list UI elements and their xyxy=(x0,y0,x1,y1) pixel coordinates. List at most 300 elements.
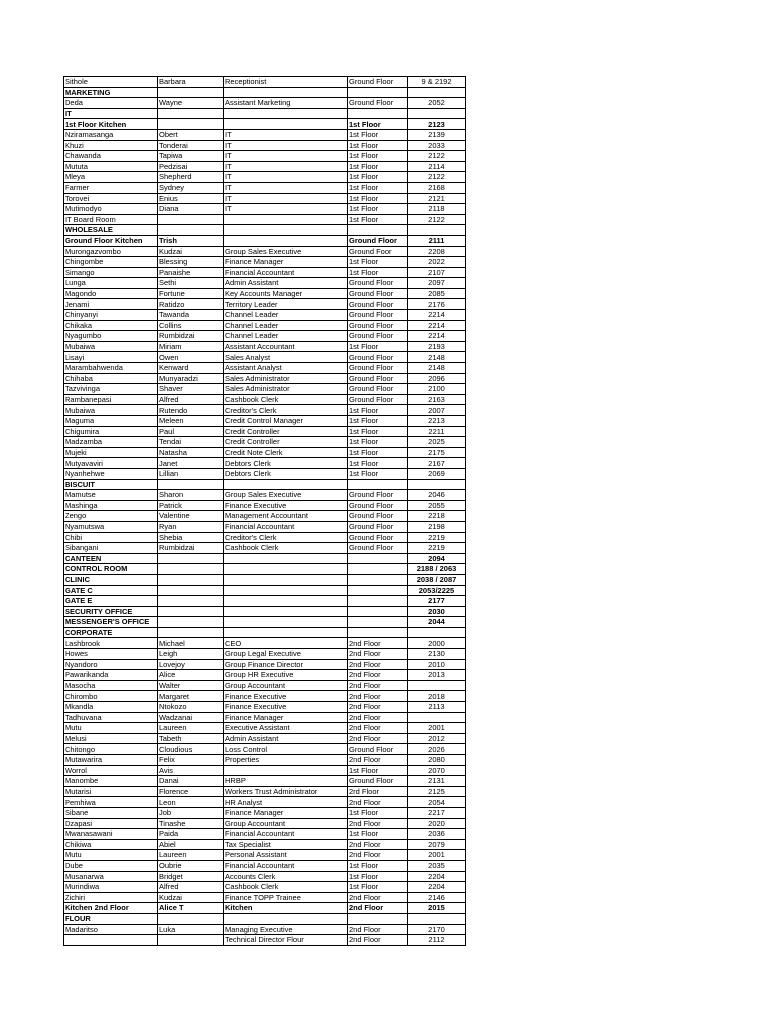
extension-cell: 9 & 2192 xyxy=(408,77,466,88)
floor-cell: 1st Floor xyxy=(348,860,408,871)
table-row xyxy=(64,691,466,702)
first-name-cell xyxy=(158,935,224,946)
first-name-cell: Felix xyxy=(158,755,224,766)
table-row xyxy=(64,839,466,850)
surname-cell: Simango xyxy=(64,267,158,278)
first-name-cell xyxy=(158,574,224,585)
surname-cell xyxy=(64,935,158,946)
extension-cell: 2163 xyxy=(408,394,466,405)
floor-cell: 1st Floor xyxy=(348,807,408,818)
first-name-cell: Bridget xyxy=(158,871,224,882)
position-cell: Group Accountant xyxy=(224,680,348,691)
surname-cell: Mutu xyxy=(64,723,158,734)
floor-cell: Ground Floor xyxy=(348,394,408,405)
surname-cell: Sithole xyxy=(64,77,158,88)
position-cell xyxy=(224,479,348,490)
surname-cell: Pemhiwa xyxy=(64,797,158,808)
table-row xyxy=(64,924,466,935)
table-row xyxy=(64,182,466,193)
floor-cell: 1st Floor xyxy=(348,468,408,479)
table-row xyxy=(64,278,466,289)
surname-cell: Chingombe xyxy=(64,257,158,268)
extension-cell xyxy=(408,712,466,723)
extension-cell: 2175 xyxy=(408,447,466,458)
position-cell: Technical Director Flour xyxy=(224,935,348,946)
surname-cell: Worrol xyxy=(64,765,158,776)
surname-cell: MARKETING xyxy=(64,87,158,98)
table-row xyxy=(64,468,466,479)
surname-cell: Lisayi xyxy=(64,352,158,363)
floor-cell: 1st Floor xyxy=(348,119,408,130)
table-row xyxy=(64,267,466,278)
table-row xyxy=(64,723,466,734)
extension-cell: 2053/2225 xyxy=(408,585,466,596)
first-name-cell: Enius xyxy=(158,193,224,204)
floor-cell: 2nd Floor xyxy=(348,903,408,914)
surname-cell: Mututa xyxy=(64,161,158,172)
position-cell xyxy=(224,627,348,638)
extension-cell: 2069 xyxy=(408,468,466,479)
floor-cell: Ground Floor xyxy=(348,532,408,543)
extension-cell: 2177 xyxy=(408,596,466,607)
surname-cell: Ground Floor Kitchen xyxy=(64,235,158,246)
extension-cell xyxy=(408,680,466,691)
floor-cell xyxy=(348,574,408,585)
first-name-cell xyxy=(158,564,224,575)
surname-cell: FLOUR xyxy=(64,913,158,924)
first-name-cell: Avis xyxy=(158,765,224,776)
floor-cell: 1st Floor xyxy=(348,161,408,172)
table-row xyxy=(64,479,466,490)
floor-cell: Ground Floor xyxy=(348,352,408,363)
position-cell: Workers Trust Administrator xyxy=(224,786,348,797)
table-row xyxy=(64,659,466,670)
first-name-cell xyxy=(158,225,224,236)
surname-cell: Pawarikanda xyxy=(64,670,158,681)
first-name-cell: Kenward xyxy=(158,363,224,374)
position-cell: IT xyxy=(224,193,348,204)
table-row xyxy=(64,373,466,384)
surname-cell: GATE C xyxy=(64,585,158,596)
first-name-cell xyxy=(158,119,224,130)
table-row xyxy=(64,490,466,501)
first-name-cell: Panaishe xyxy=(158,267,224,278)
floor-cell: 1st Floor xyxy=(348,257,408,268)
extension-cell: 2130 xyxy=(408,649,466,660)
surname-cell: CANTEEN xyxy=(64,553,158,564)
first-name-cell xyxy=(158,596,224,607)
floor-cell: 2nd Floor xyxy=(348,712,408,723)
position-cell: Financial Accountant xyxy=(224,829,348,840)
floor-cell: 1st Floor xyxy=(348,267,408,278)
surname-cell: Torovei xyxy=(64,193,158,204)
position-cell: Channel Leader xyxy=(224,331,348,342)
extension-cell: 2170 xyxy=(408,924,466,935)
extension-cell: 2013 xyxy=(408,670,466,681)
first-name-cell: Fortune xyxy=(158,288,224,299)
floor-cell: Ground Floor xyxy=(348,363,408,374)
table-row xyxy=(64,405,466,416)
table-row xyxy=(64,193,466,204)
table-row xyxy=(64,458,466,469)
surname-cell: Mubaiwa xyxy=(64,341,158,352)
position-cell xyxy=(224,606,348,617)
floor-cell: Ground Floor xyxy=(348,299,408,310)
surname-cell: Murongazvombo xyxy=(64,246,158,257)
floor-cell: Ground Foor xyxy=(348,246,408,257)
extension-cell: 2148 xyxy=(408,363,466,374)
first-name-cell: Sydney xyxy=(158,182,224,193)
table-row xyxy=(64,511,466,522)
floor-cell: 1st Floor xyxy=(348,426,408,437)
first-name-cell: Tendai xyxy=(158,437,224,448)
position-cell xyxy=(224,617,348,628)
position-cell: Executive Assistant xyxy=(224,723,348,734)
extension-cell: 2188 / 2063 xyxy=(408,564,466,575)
position-cell: Channel Leader xyxy=(224,310,348,321)
floor-cell xyxy=(348,108,408,119)
extension-cell: 2022 xyxy=(408,257,466,268)
floor-cell: 1st Floor xyxy=(348,437,408,448)
floor-cell: 2nd Floor xyxy=(348,670,408,681)
extension-cell: 2018 xyxy=(408,691,466,702)
table-row xyxy=(64,574,466,585)
position-cell: Assistant Analyst xyxy=(224,363,348,374)
first-name-cell xyxy=(158,585,224,596)
extension-cell: 2122 xyxy=(408,151,466,162)
position-cell xyxy=(224,119,348,130)
table-row xyxy=(64,288,466,299)
first-name-cell: Kudzai xyxy=(158,246,224,257)
position-cell: Properties xyxy=(224,755,348,766)
first-name-cell: Cloudious xyxy=(158,744,224,755)
surname-cell: Chikiwa xyxy=(64,839,158,850)
floor-cell: 1st Floor xyxy=(348,341,408,352)
table-row xyxy=(64,77,466,88)
extension-cell: 2214 xyxy=(408,331,466,342)
table-row xyxy=(64,903,466,914)
floor-cell: 2nd Floor xyxy=(348,659,408,670)
extension-cell: 2193 xyxy=(408,341,466,352)
extension-cell: 2198 xyxy=(408,521,466,532)
first-name-cell: Miriam xyxy=(158,341,224,352)
table-row xyxy=(64,426,466,437)
table-row xyxy=(64,214,466,225)
extension-cell: 2121 xyxy=(408,193,466,204)
table-row xyxy=(64,765,466,776)
surname-cell: Farmer xyxy=(64,182,158,193)
position-cell: Finance Executive xyxy=(224,702,348,713)
extension-cell: 2131 xyxy=(408,776,466,787)
table-row xyxy=(64,649,466,660)
surname-cell: Mutawarira xyxy=(64,755,158,766)
first-name-cell: Alfred xyxy=(158,394,224,405)
first-name-cell xyxy=(158,108,224,119)
floor-cell: Ground Floor xyxy=(348,310,408,321)
surname-cell: Melusi xyxy=(64,733,158,744)
first-name-cell: Lovejoy xyxy=(158,659,224,670)
extension-cell: 2100 xyxy=(408,384,466,395)
table-row xyxy=(64,341,466,352)
first-name-cell: Alfred xyxy=(158,882,224,893)
first-name-cell: Danai xyxy=(158,776,224,787)
table-row xyxy=(64,606,466,617)
position-cell: Accounts Clerk xyxy=(224,871,348,882)
first-name-cell: Tawanda xyxy=(158,310,224,321)
surname-cell: Lashbrook xyxy=(64,638,158,649)
position-cell: Finance TOPP Trainee xyxy=(224,892,348,903)
floor-cell: 1st Floor xyxy=(348,829,408,840)
floor-cell: 1st Floor xyxy=(348,214,408,225)
first-name-cell: Shaver xyxy=(158,384,224,395)
table-row xyxy=(64,892,466,903)
table-row xyxy=(64,818,466,829)
extension-cell xyxy=(408,479,466,490)
first-name-cell: Alice T xyxy=(158,903,224,914)
table-row xyxy=(64,553,466,564)
surname-cell: Dube xyxy=(64,860,158,871)
surname-cell: Mamutse xyxy=(64,490,158,501)
surname-cell: Tazvivinga xyxy=(64,384,158,395)
position-cell: IT xyxy=(224,172,348,183)
surname-cell: WHOLESALE xyxy=(64,225,158,236)
surname-cell: SECURITY OFFICE xyxy=(64,606,158,617)
table-row xyxy=(64,246,466,257)
extension-cell: 2139 xyxy=(408,129,466,140)
table-row xyxy=(64,871,466,882)
table-row xyxy=(64,235,466,246)
first-name-cell xyxy=(158,87,224,98)
position-cell: Territory Leader xyxy=(224,299,348,310)
first-name-cell: Rumbidzai xyxy=(158,543,224,554)
position-cell: Finance Executive xyxy=(224,691,348,702)
extension-cell: 2001 xyxy=(408,723,466,734)
extension-cell: 2168 xyxy=(408,182,466,193)
position-cell: Finance Manager xyxy=(224,807,348,818)
floor-cell: 2nd Floor xyxy=(348,702,408,713)
position-cell: Credit Controller xyxy=(224,426,348,437)
extension-cell: 2038 / 2087 xyxy=(408,574,466,585)
surname-cell: Mkandla xyxy=(64,702,158,713)
floor-cell: 2nd Floor xyxy=(348,797,408,808)
table-row xyxy=(64,712,466,723)
surname-cell: Mubaiwa xyxy=(64,405,158,416)
floor-cell xyxy=(348,585,408,596)
table-row xyxy=(64,733,466,744)
first-name-cell: Paida xyxy=(158,829,224,840)
first-name-cell: Munyaradzi xyxy=(158,373,224,384)
table-row xyxy=(64,913,466,924)
floor-cell xyxy=(348,553,408,564)
surname-cell: Chibi xyxy=(64,532,158,543)
extension-cell: 2012 xyxy=(408,733,466,744)
surname-cell: Howes xyxy=(64,649,158,660)
first-name-cell: Lillian xyxy=(158,468,224,479)
first-name-cell: Michael xyxy=(158,638,224,649)
table-row xyxy=(64,797,466,808)
position-cell: Admin Assistant xyxy=(224,733,348,744)
table-row xyxy=(64,776,466,787)
surname-cell: Zengo xyxy=(64,511,158,522)
floor-cell: Ground Floor xyxy=(348,521,408,532)
position-cell xyxy=(224,585,348,596)
floor-cell: 2nd Floor xyxy=(348,892,408,903)
first-name-cell: Natasha xyxy=(158,447,224,458)
surname-cell: Mujeki xyxy=(64,447,158,458)
floor-cell: 2nd Floor xyxy=(348,924,408,935)
position-cell: Group Sales Executive xyxy=(224,246,348,257)
first-name-cell: Alice xyxy=(158,670,224,681)
floor-cell: 1st Floor xyxy=(348,458,408,469)
extension-cell: 2113 xyxy=(408,702,466,713)
table-row xyxy=(64,500,466,511)
position-cell: Financial Accountant xyxy=(224,521,348,532)
position-cell: Group Sales Executive xyxy=(224,490,348,501)
floor-cell: 1st Floor xyxy=(348,447,408,458)
first-name-cell: Rumbidzai xyxy=(158,331,224,342)
position-cell: Sales Analyst xyxy=(224,352,348,363)
extension-cell: 2054 xyxy=(408,797,466,808)
surname-cell: BISCUIT xyxy=(64,479,158,490)
extension-cell xyxy=(408,913,466,924)
position-cell: Group Finance Director xyxy=(224,659,348,670)
floor-cell: 2nd Floor xyxy=(348,649,408,660)
floor-cell xyxy=(348,564,408,575)
extension-cell: 2026 xyxy=(408,744,466,755)
surname-cell: Mwanasawani xyxy=(64,829,158,840)
first-name-cell: Oubrie xyxy=(158,860,224,871)
extension-cell: 2033 xyxy=(408,140,466,151)
extension-cell: 2211 xyxy=(408,426,466,437)
floor-cell: Ground Floor xyxy=(348,373,408,384)
floor-cell: 2nd Floor xyxy=(348,638,408,649)
table-row xyxy=(64,680,466,691)
table-row xyxy=(64,320,466,331)
extension-directory-table xyxy=(63,76,466,946)
extension-cell: 2035 xyxy=(408,860,466,871)
first-name-cell: Pedzisai xyxy=(158,161,224,172)
floor-cell: 2rd Floor xyxy=(348,786,408,797)
extension-cell: 2148 xyxy=(408,352,466,363)
floor-cell xyxy=(348,596,408,607)
position-cell: Sales Administrator xyxy=(224,384,348,395)
position-cell: Debtors Clerk xyxy=(224,458,348,469)
surname-cell: Tadhuvana xyxy=(64,712,158,723)
table-row xyxy=(64,829,466,840)
extension-cell: 2123 xyxy=(408,119,466,130)
first-name-cell: Obert xyxy=(158,129,224,140)
first-name-cell: Shepherd xyxy=(158,172,224,183)
floor-cell xyxy=(348,627,408,638)
first-name-cell: Florence xyxy=(158,786,224,797)
extension-cell: 2114 xyxy=(408,161,466,172)
extension-cell: 2046 xyxy=(408,490,466,501)
position-cell: Finance Executive xyxy=(224,500,348,511)
floor-cell: 2nd Floor xyxy=(348,818,408,829)
extension-cell: 2167 xyxy=(408,458,466,469)
table-row xyxy=(64,151,466,162)
floor-cell: Ground Floor xyxy=(348,288,408,299)
table-row xyxy=(64,299,466,310)
extension-cell: 2000 xyxy=(408,638,466,649)
floor-cell: 2nd Floor xyxy=(348,755,408,766)
position-cell xyxy=(224,235,348,246)
extension-cell: 2214 xyxy=(408,310,466,321)
surname-cell: Sibangani xyxy=(64,543,158,554)
position-cell: Finance Manager xyxy=(224,712,348,723)
position-cell: Credit Note Clerk xyxy=(224,447,348,458)
surname-cell: Chirombo xyxy=(64,691,158,702)
extension-cell: 2122 xyxy=(408,214,466,225)
first-name-cell: Patrick xyxy=(158,500,224,511)
position-cell xyxy=(224,765,348,776)
surname-cell: Magondo xyxy=(64,288,158,299)
surname-cell: 1st Floor Kitchen xyxy=(64,119,158,130)
position-cell xyxy=(224,913,348,924)
extension-cell xyxy=(408,225,466,236)
table-body xyxy=(64,77,466,946)
first-name-cell: Sethi xyxy=(158,278,224,289)
extension-cell: 2176 xyxy=(408,299,466,310)
first-name-cell xyxy=(158,617,224,628)
position-cell: Group Legal Executive xyxy=(224,649,348,660)
surname-cell: Mashinga xyxy=(64,500,158,511)
extension-cell: 2214 xyxy=(408,320,466,331)
extension-cell: 2096 xyxy=(408,373,466,384)
first-name-cell: Ryan xyxy=(158,521,224,532)
position-cell xyxy=(224,564,348,575)
position-cell: Sales Administrator xyxy=(224,373,348,384)
position-cell: IT xyxy=(224,129,348,140)
position-cell: Assistant Marketing xyxy=(224,98,348,109)
table-row xyxy=(64,140,466,151)
table-row xyxy=(64,543,466,554)
position-cell: HR Analyst xyxy=(224,797,348,808)
table-row xyxy=(64,882,466,893)
table-row xyxy=(64,638,466,649)
table-row xyxy=(64,564,466,575)
position-cell xyxy=(224,108,348,119)
table-row xyxy=(64,447,466,458)
floor-cell xyxy=(348,913,408,924)
surname-cell: Rambanepasi xyxy=(64,394,158,405)
table-row xyxy=(64,850,466,861)
surname-cell: Nyandoro xyxy=(64,659,158,670)
surname-cell: Deda xyxy=(64,98,158,109)
floor-cell xyxy=(348,225,408,236)
table-row xyxy=(64,384,466,395)
surname-cell: Manombe xyxy=(64,776,158,787)
position-cell: Kitchen xyxy=(224,903,348,914)
table-row xyxy=(64,352,466,363)
first-name-cell: Valentine xyxy=(158,511,224,522)
position-cell: Key Accounts Manager xyxy=(224,288,348,299)
table-row xyxy=(64,416,466,427)
first-name-cell xyxy=(158,606,224,617)
surname-cell: Nyanhehwe xyxy=(64,468,158,479)
table-row xyxy=(64,394,466,405)
surname-cell: Marambahwenda xyxy=(64,363,158,374)
position-cell: IT xyxy=(224,204,348,215)
surname-cell: Murindiwa xyxy=(64,882,158,893)
table-row xyxy=(64,860,466,871)
position-cell: Cashbook Clerk xyxy=(224,543,348,554)
first-name-cell: Janet xyxy=(158,458,224,469)
floor-cell: 1st Floor xyxy=(348,129,408,140)
surname-cell: Chitongo xyxy=(64,744,158,755)
extension-cell: 2025 xyxy=(408,437,466,448)
floor-cell: 1st Floor xyxy=(348,151,408,162)
